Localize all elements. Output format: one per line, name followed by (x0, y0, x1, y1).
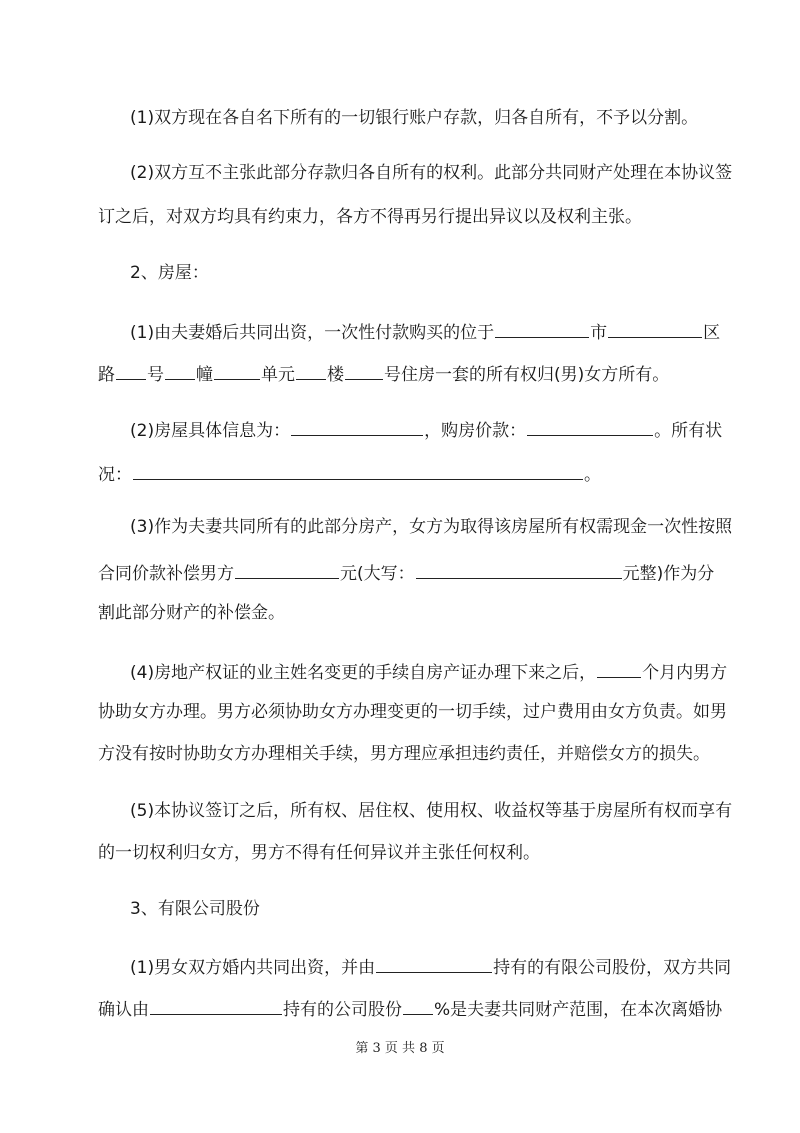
paragraph-compensation-line3: 割此部分财产的补偿金。 (98, 603, 285, 623)
blank-field-unit[interactable] (296, 362, 326, 380)
blank-field-district[interactable] (608, 320, 702, 338)
blank-field-share-holder-confirm[interactable] (150, 997, 282, 1015)
paragraph-deposit-rights-line1: (2)双方互不主张此部分存款归各自所有的权利。此部分共同财产处理在本协议签 (130, 163, 733, 183)
blank-field-amount-in-words[interactable] (416, 561, 622, 579)
blank-field-road[interactable] (116, 362, 146, 380)
blank-field-house-info[interactable] (291, 418, 423, 436)
blank-field-months[interactable] (597, 660, 641, 678)
paragraph-house-info-line1: (2)房屋具体信息为： ，购房价款： 。所有状 (130, 418, 742, 441)
blank-field-purchase-price[interactable] (527, 418, 653, 436)
paragraph-title-change-line2: 协助女方办理。男方必须协助女方办理变更的一切手续，过户费用由女方负责。如男 (98, 702, 727, 722)
paragraph-rights-line2: 的一切权利归女方，男方不得有任何异议并主张任何权利。 (98, 843, 540, 863)
blank-field-share-percent[interactable] (403, 997, 433, 1015)
blank-field-floor[interactable] (345, 362, 383, 380)
section-heading-house: 2、房屋： (130, 263, 209, 283)
page-number-footer: 第 3 页 共 8 页 (355, 1041, 445, 1056)
blank-field-share-holder[interactable] (376, 955, 492, 973)
paragraph-shares-line2: 确认由 持有的公司股份 %是夫妻共同财产范围，在本次离婚协 (98, 997, 710, 1020)
paragraph-house-info-line2: 况： 。 (98, 462, 710, 485)
paragraph-title-change-line1: (4)房地产权证的业主姓名变更的手续自房产证办理下来之后， 个月内男方 (130, 660, 742, 683)
blank-field-number[interactable] (165, 362, 195, 380)
paragraph-house-address-line2: 路 号 幢 单元 楼 号住房一套的所有权归(男)女方所有。 (98, 362, 710, 385)
paragraph-bank-deposits: (1)双方现在各自名下所有的一切银行账户存款，归各自所有，不予以分割。 (130, 108, 699, 128)
paragraph-deposit-rights-line2: 订之后，对双方均具有约束力，各方不得再另行提出异议以及权利主张。 (98, 207, 642, 227)
paragraph-house-address-line1: (1)由夫妻婚后共同出资，一次性付款购买的位于 市 区 (130, 320, 742, 343)
section-heading-company-shares: 3、有限公司股份 (130, 899, 260, 919)
blank-field-ownership-status[interactable] (133, 462, 583, 480)
paragraph-compensation-line1: (3)作为夫妻共同所有的此部分房产，女方为取得该房屋所有权需现金一次性按照 (130, 517, 733, 537)
blank-field-city[interactable] (495, 320, 589, 338)
blank-field-building[interactable] (214, 362, 260, 380)
paragraph-compensation-line2: 合同价款补偿男方 元(大写： 元整)作为分 (98, 561, 710, 584)
paragraph-shares-line1: (1)男女双方婚内共同出资，并由 持有的有限公司股份，双方共同 (130, 955, 742, 978)
blank-field-compensation-amount[interactable] (235, 561, 339, 579)
paragraph-rights-line1: (5)本协议签订之后，所有权、居住权、使用权、收益权等基于房屋所有权而享有 (130, 801, 733, 821)
paragraph-title-change-line3: 方没有按时协助女方办理相关手续，男方理应承担违约责任，并赔偿女方的损失。 (98, 744, 710, 764)
